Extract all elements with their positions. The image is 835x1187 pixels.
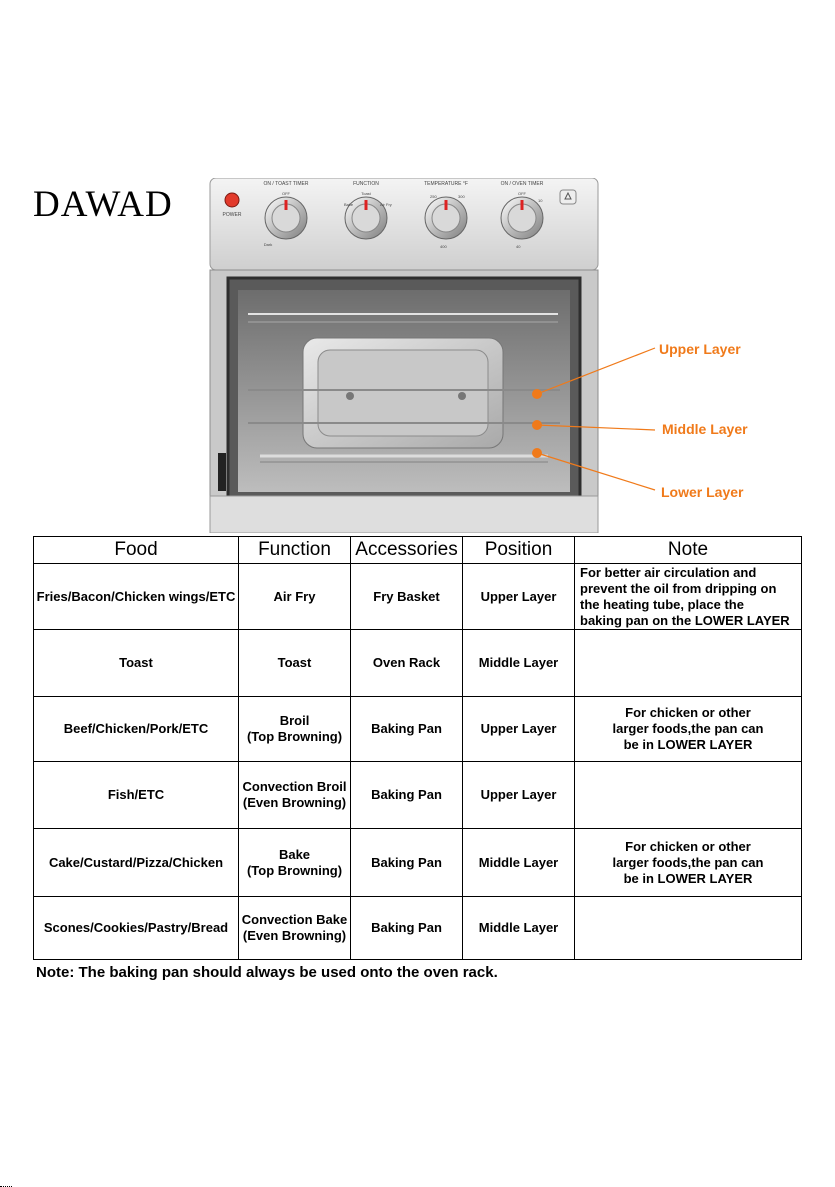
function-line: Convection Broil <box>242 779 347 794</box>
food-cell: Cake/Custard/Pizza/Chicken <box>34 829 239 897</box>
header-position: Position <box>463 537 575 564</box>
food-cell: Fries/Bacon/Chicken wings/ETC <box>34 564 239 630</box>
svg-text:Air Fry: Air Fry <box>380 202 392 207</box>
note-line: the heating tube, place the <box>580 596 744 612</box>
svg-text:250: 250 <box>430 194 437 199</box>
callout-lines <box>530 340 660 500</box>
note-line: prevent the oil from dripping on <box>580 580 777 596</box>
accessories-cell: Fry Basket <box>351 564 463 630</box>
note-line: be in LOWER LAYER <box>623 737 753 752</box>
accessories-cell: Baking Pan <box>351 829 463 897</box>
function-line: Convection Bake <box>241 912 348 927</box>
callout-upper-layer: Upper Layer <box>659 341 741 357</box>
svg-text:Bake: Bake <box>344 202 354 207</box>
note-cell <box>575 630 802 697</box>
function-line: Bake <box>278 846 311 862</box>
function-cell <box>239 897 351 960</box>
accessories-cell: Baking Pan <box>351 697 463 762</box>
knob-group-label-3: TEMPERATURE °F <box>424 181 468 187</box>
table-row <box>34 762 802 829</box>
table-header-row <box>34 537 802 564</box>
light-icon <box>560 190 576 204</box>
svg-text:Dark: Dark <box>263 242 273 247</box>
knob-group-label-2: FUNCTION <box>353 181 379 187</box>
food-cell: Scones/Cookies/Pastry/Bread <box>34 897 239 960</box>
food-cell: Beef/Chicken/Pork/ETC <box>34 697 239 762</box>
header-function: Function <box>239 537 351 564</box>
note-cell <box>575 897 802 960</box>
function-line: (Top Browning) <box>246 862 343 878</box>
brand-logo: DAWAD <box>33 184 173 225</box>
function-line: Air Fry <box>273 588 316 604</box>
table-row <box>34 630 802 697</box>
note-line: be in LOWER LAYER <box>623 870 753 886</box>
function-cell <box>239 630 351 697</box>
svg-text:10: 10 <box>538 198 543 203</box>
function-cell <box>239 564 351 630</box>
note-cell <box>575 829 802 897</box>
function-cell <box>239 697 351 762</box>
svg-text:OFF: OFF <box>282 191 290 196</box>
table-row <box>34 697 802 762</box>
note-line: larger foods,the pan can <box>612 854 764 870</box>
knob-group-label-4: ON / OVEN TIMER <box>500 181 544 187</box>
function-line: (Even Browning) <box>242 928 347 943</box>
power-light <box>225 193 239 207</box>
note-cell <box>575 762 802 829</box>
footer-note: Note: The baking pan should always be used onto the oven rack. <box>36 964 498 981</box>
accessories-cell: Oven Rack <box>351 630 463 697</box>
note-cell <box>575 564 802 630</box>
svg-text:40: 40 <box>516 244 521 249</box>
svg-text:OFF: OFF <box>518 191 526 196</box>
page-edge-mark <box>0 1183 12 1187</box>
position-cell: Middle Layer <box>463 829 575 897</box>
note-line: larger foods,the pan can <box>612 721 764 736</box>
function-line: (Top Browning) <box>246 729 343 744</box>
food-cell: Fish/ETC <box>34 762 239 829</box>
cooking-guide-table <box>33 536 802 960</box>
position-cell: Upper Layer <box>463 762 575 829</box>
callout-middle-layer: Middle Layer <box>662 421 748 437</box>
note-line: For chicken or other <box>625 838 751 854</box>
accessories-cell: Baking Pan <box>351 762 463 829</box>
callout-lower-layer: Lower Layer <box>661 484 744 500</box>
table-row <box>34 897 802 960</box>
table-row <box>34 829 802 897</box>
accessories-cell: Baking Pan <box>351 897 463 960</box>
header-accessories: Accessories <box>351 537 463 564</box>
header-note: Note <box>575 537 802 564</box>
note-cell <box>575 697 802 762</box>
knob-group-label-1: ON / TOAST TIMER <box>263 181 309 187</box>
svg-text:400: 400 <box>440 244 447 249</box>
position-cell: Upper Layer <box>463 697 575 762</box>
svg-text:300: 300 <box>458 194 465 199</box>
function-cell <box>239 829 351 897</box>
food-cell: Toast <box>34 630 239 697</box>
note-line: For better air circulation and <box>580 564 757 580</box>
position-cell: Upper Layer <box>463 564 575 630</box>
function-line: Broil <box>279 713 310 728</box>
note-line: For chicken or other <box>625 705 751 720</box>
function-cell <box>239 762 351 829</box>
power-label: POWER <box>222 212 242 218</box>
svg-text:Toast: Toast <box>361 191 371 196</box>
table-row <box>34 564 802 630</box>
position-cell: Middle Layer <box>463 630 575 697</box>
function-line: (Even Browning) <box>242 795 347 810</box>
function-line: Toast <box>277 655 312 670</box>
position-cell: Middle Layer <box>463 897 575 960</box>
header-food: Food <box>34 537 239 564</box>
note-line: baking pan on the LOWER LAYER <box>580 612 790 628</box>
